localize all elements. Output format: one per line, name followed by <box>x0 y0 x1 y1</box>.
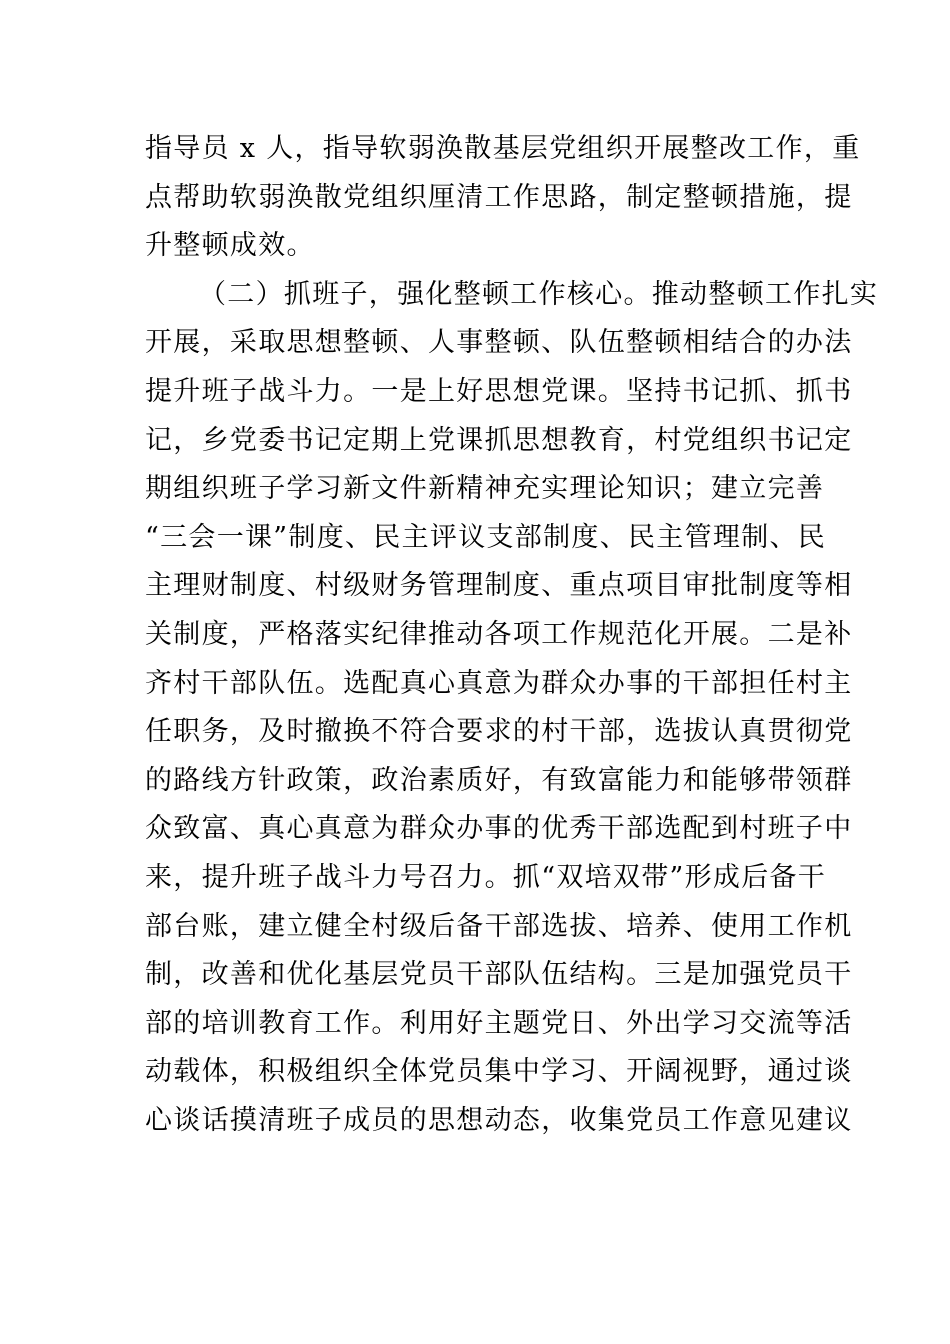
text-line: 心谈话摸清班子成员的思想动态，收集党员工作意见建议 <box>145 1104 853 1136</box>
text-line: 指导员 x 人，指导软弱涣散基层党组织开展整改工作，重 <box>145 133 861 164</box>
text-line: 部台账，建立健全村级后备干部选拔、培养、使用工作机 <box>145 910 853 942</box>
text-line: 开展，采取思想整顿、人事整顿、队伍整顿相结合的办法 <box>145 327 853 359</box>
text-line: 动载体，积极组织全体党员集中学习、开阔视野，通过谈 <box>145 1056 853 1088</box>
text-line: 部的培训教育工作。利用好主题党日、外出学习交流等活 <box>145 1007 853 1039</box>
body-text <box>145 125 879 1145</box>
text-line: 期组织班子学习新文件新精神充实理论知识；建立完善 <box>145 473 825 505</box>
text-line: 升整顿成效。 <box>145 230 315 262</box>
text-line: 来，提升班子战斗力号召力。抓“双培双带”形成后备干 <box>145 861 827 893</box>
text-line: 点帮助软弱涣散党组织厘清工作思路，制定整顿措施，提 <box>145 181 853 213</box>
text-line: 的路线方针政策，政治素质好，有致富能力和能够带领群 <box>145 764 853 796</box>
text-line: “三会一课”制度、民主评议支部制度、民主管理制、民 <box>145 521 827 553</box>
text-line: 提升班子战斗力。一是上好思想党课。坚持书记抓、抓书 <box>145 375 853 407</box>
text-line: 齐村干部队伍。选配真心真意为群众办事的干部担任村主 <box>145 667 853 699</box>
paragraph-start-line: （二）抓班子，强化整顿工作核心。推动整顿工作扎实 <box>199 278 879 310</box>
text-line: 主理财制度、村级财务管理制度、重点项目审批制度等相 <box>145 570 853 602</box>
text-line: 任职务，及时撤换不符合要求的村干部，选拔认真贯彻党 <box>145 716 853 748</box>
text-line: 关制度，严格落实纪律推动各项工作规范化开展。二是补 <box>145 618 853 650</box>
text-line: 制，改善和优化基层党员干部队伍结构。三是加强党员干 <box>145 959 853 991</box>
text-line: 记，乡党委书记定期上党课抓思想教育，村党组织书记定 <box>145 424 853 456</box>
text-line: 众致富、真心真意为群众办事的优秀干部选配到村班子中 <box>145 813 853 845</box>
